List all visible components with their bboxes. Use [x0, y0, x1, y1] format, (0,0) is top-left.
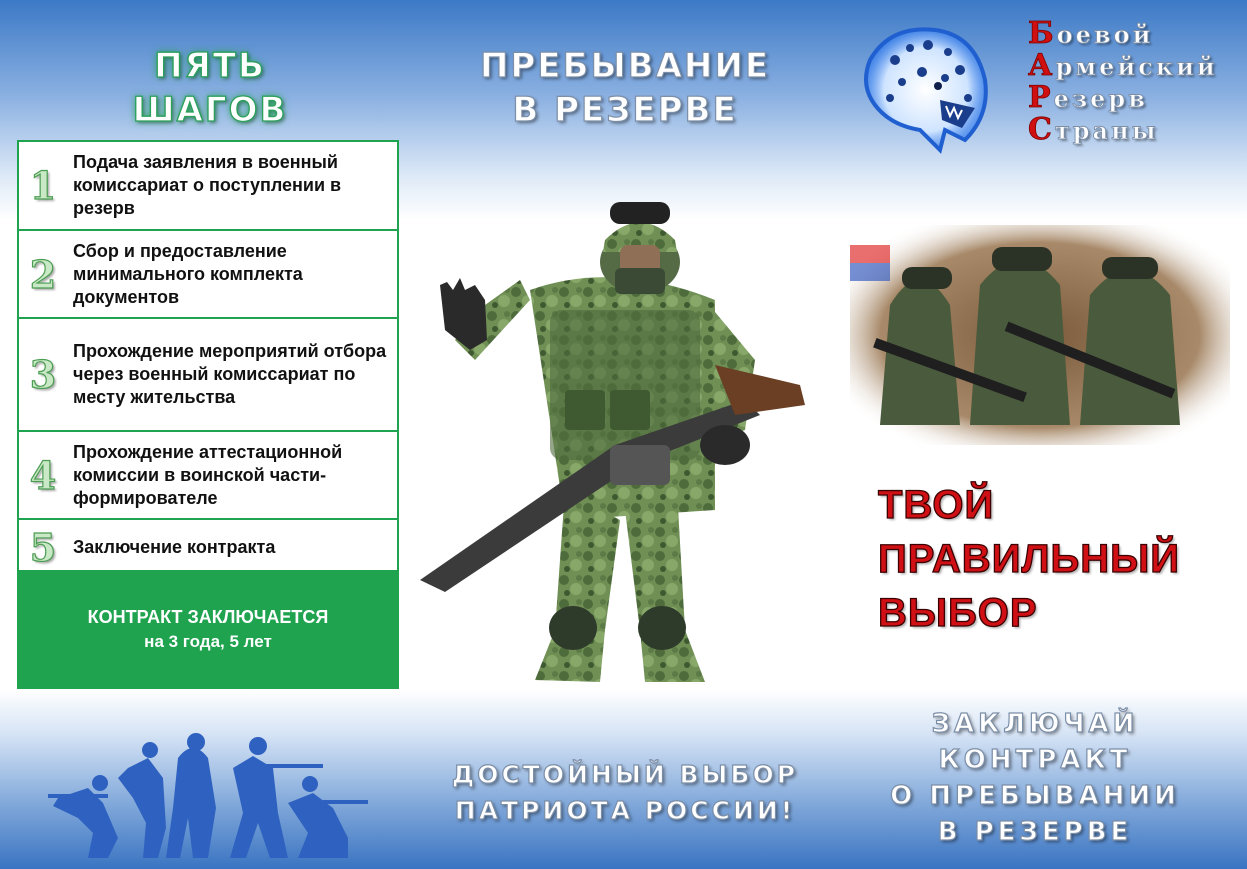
step-item-4 [19, 432, 397, 520]
bars-line-3 [1028, 82, 1243, 114]
step-number-3: 3 [29, 352, 57, 397]
sign-contract-line2: КОНТРАКТ [938, 745, 1132, 775]
bars-initial-1: Б [1028, 16, 1057, 51]
bars-rest-1: оевой [1056, 20, 1154, 49]
bars-initial-4: С [1028, 112, 1055, 147]
sign-contract-line3: О ПРЕБЫВАНИИ [890, 781, 1180, 811]
step-number-5: 5 [29, 524, 57, 570]
contract-term-heading: КОНТРАКТ ЗАКЛЮЧАЕТСЯ [87, 606, 329, 627]
slogan-line2: ПРАВИЛЬНЫЙ [878, 537, 1181, 581]
step-number-4: 4 [29, 452, 57, 498]
worthy-line2: ПАТРИОТА РОССИИ! [454, 796, 796, 825]
sign-contract-line1: ЗАКЛЮЧАЙ [931, 709, 1139, 739]
bars-acronym [1028, 18, 1243, 146]
leopard-emblem-icon [850, 20, 995, 160]
five-steps-title-line1: ПЯТЬ [154, 46, 266, 86]
reserve-title-line1: ПРЕБЫВАНИЕ [479, 46, 771, 86]
step-number-2: 2 [29, 251, 57, 297]
worthy-line1: ДОСТОЙНЫЙ ВЫБОР [451, 760, 799, 789]
step-text-5: Заключение контракта [73, 536, 276, 557]
bars-line-1 [1028, 18, 1243, 50]
step-number-1: 1 [29, 163, 57, 208]
step-text-3: Прохождение мероприятий отбора через военный комиссариат по месту жительства [73, 341, 387, 407]
step-item-3 [19, 319, 397, 432]
slogan-line1: ТВОЙ [878, 483, 995, 527]
step-item-2 [19, 231, 397, 319]
bars-rest-4: траны [1054, 116, 1159, 145]
contract-term-duration: на 3 года, 5 лет [144, 631, 272, 651]
step-item-5 [19, 520, 397, 574]
reserve-title [440, 44, 810, 132]
slogan-line3: ВЫБОР [878, 591, 1038, 635]
step-text-4: Прохождение аттестационной комиссии в воинской части-формирователе [73, 441, 343, 508]
step-text-1: Подача заявления в военный комиссариат о поступлении в резерв [73, 152, 342, 218]
soldiers-group-photo [850, 225, 1230, 445]
step-item-1 [19, 142, 397, 231]
bars-line-4 [1028, 114, 1243, 146]
soldier-silhouettes-icon [48, 728, 370, 862]
right-choice-slogan [878, 478, 1243, 640]
reserve-title-line2: В РЕЗЕРВЕ [512, 90, 738, 130]
five-steps-title-line2: ШАГОВ [132, 90, 288, 130]
steps-list [17, 140, 399, 689]
five-steps-title [60, 44, 360, 132]
sign-contract-text [870, 706, 1200, 850]
soldier-illustration [415, 190, 815, 690]
step-text-2: Сбор и предоставление минимального комплекта документов [73, 240, 303, 307]
bars-rest-2: рмейский [1055, 52, 1218, 81]
bars-initial-2: А [1028, 48, 1056, 83]
bars-initial-3: Р [1028, 80, 1054, 115]
bars-rest-3: езерв [1053, 84, 1148, 113]
sign-contract-line4: В РЕЗЕРВЕ [937, 817, 1133, 847]
contract-term-box [19, 570, 397, 687]
bars-line-2 [1028, 50, 1243, 82]
worthy-choice-text [430, 757, 820, 829]
